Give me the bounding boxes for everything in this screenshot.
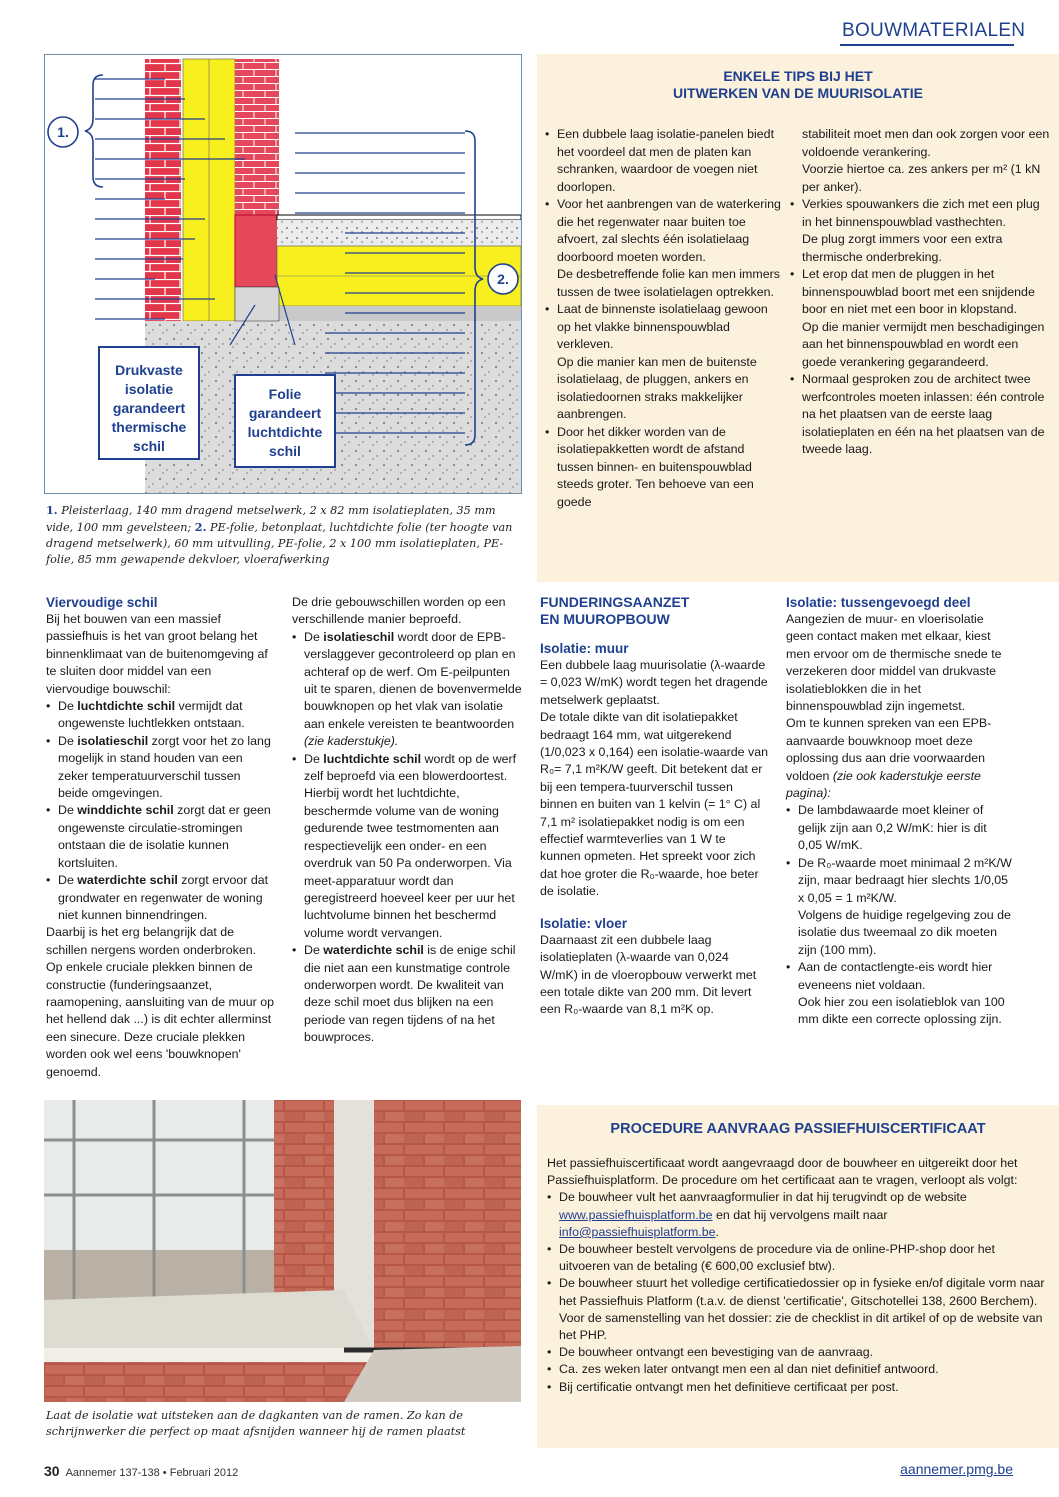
list-item xyxy=(545,301,783,424)
footer-left xyxy=(44,1463,238,1479)
procedure-body xyxy=(547,1155,1047,1396)
list-item: • De waterdichte schil zorgt ervoor dat grondwater en regenwater de woning niet kunnen binnendringen. xyxy=(46,872,274,924)
column1-heading: Viervoudige schil xyxy=(46,595,158,610)
tip-text: • Een dubbele laag isolatie-panelen biedt het voordeel dat men de platen kan schranken, waardoor de voegen niet doorlopen. xyxy=(557,127,775,194)
paragraph: Daarnaast zit een dubbele laag isolatieplaten (λ-waarde van 0,024 W/mK) in de vloeropbouw verwerkt met een totale dikte van 200 mm. Dit levert een R₀-waarde van 8,1 m²K op. xyxy=(540,932,757,1017)
tip-text: Op die manier kan men de buitenste isolatielaag, de pluggen, ankers en isolatiedoornen straks makkelijker aanbrengen. xyxy=(557,354,757,421)
email-link[interactable]: info@passiefhuisplatform.be xyxy=(559,1224,716,1239)
caption-number-1: 1. xyxy=(46,503,58,517)
article-column-4 xyxy=(786,594,1012,1029)
list-item: • De bouwheer bestelt vervolgens de procedure via de online-PHP-shop door het uitvoeren van de betaling (€ 600,00 exclusief btw). xyxy=(547,1241,1047,1275)
list-item xyxy=(545,196,783,301)
column3-heading-line1: FUNDERINGSAANZET xyxy=(540,594,690,610)
construction-detail-drawing xyxy=(45,55,522,494)
column3-heading-line2: EN MUUROPBOUW xyxy=(540,611,670,627)
list-item: • De luchtdichte schil vermijdt dat ongewenste luchtlekken ontstaan. xyxy=(46,698,274,733)
marker-2: 2. xyxy=(497,271,509,287)
paragraph: De drie gebouwschillen worden op een verschillende manier beproefd. xyxy=(292,595,506,627)
list-item xyxy=(790,371,1052,459)
issue-info: Aannemer 137-138 • Februari 2012 xyxy=(65,1467,239,1479)
box1-line: thermische xyxy=(111,419,187,435)
tip-text: • Let erop dat men de pluggen in het binnenspouwblad boort met een snijdende boor en niet met een boor in klopstand. xyxy=(802,267,1035,316)
caption-number-2: 2. xyxy=(194,520,207,534)
section-tag: BOUWMATERIALEN xyxy=(842,20,1026,41)
caption-text-2: PE-folie, betonplaat, luchtdichte folie (ter hoogte van dragend metselwerk), 60 mm uitvulling, PE-folie, 2 x 100 mm isolatieplaten, PE-folie, 85 mm gewapende dekvloer, vloerafwerking xyxy=(46,521,513,566)
tips-left-column xyxy=(545,126,783,511)
list-item: • De bouwheer vult het aanvraagformulier in dat hij terugvindt op de website www.passiefhuisplatform.be en dat hij vervolgens mailt naar info@passiefhuisplatform.be. xyxy=(547,1189,1047,1241)
box2-line: Folie xyxy=(268,386,302,402)
subheading-vloer: Isolatie: vloer xyxy=(540,915,628,931)
tip-text: • Normaal gesproken zou de architect twee werfcontroles moeten inlassen: één controle na het plaatsen van de eerste laag isolatieplaten en één na het plaatsen van de tweede laag. xyxy=(802,372,1045,456)
article-column-1 xyxy=(46,594,274,1081)
column4-heading: Isolatie: tussengevoegd deel xyxy=(786,595,971,610)
tip-text: Voorzie hiertoe ca. zes ankers per m² (1 kN per anker). xyxy=(802,162,1041,194)
box1-line: Drukvaste xyxy=(115,362,183,378)
marker-1: 1. xyxy=(57,124,69,140)
list-item: • De winddichte schil zorgt dat er geen ongewenste circulatie-stromingen ontstaan die de isolatie kunnen kortsluiten. xyxy=(46,802,274,872)
box2-line: schil xyxy=(269,443,301,459)
list-item: • De luchtdichte schil wordt op de werf zelf beproefd via een blowerdoortest. Hierbij wordt het luchtdichte, beschermde volume van de woning gedurende twee testmomenten aan respectievelijk een onder- en een overdruk van 50 Pa onderworpen. Via meet-apparatuur wordt dan geregistreerd hoeveel keer per uur het luchtvolume binnen het beschermd volume wordt vervangen. xyxy=(292,751,522,942)
list-item: • De R₀-waarde moet minimaal 2 m²K/W zijn, maar bedraagt hier slechts 1/0,05 x 0,05 = 1 m²K/W. Volgens de huidige regelgeving zou de isolatie dus tweemaal zo dik moeten zijn (100 mm). xyxy=(786,855,1012,959)
list-item: • De isolatieschil zorgt voor het zo lang mogelijk in stand houden van een zeker temperatuurverschil tussen beide omgevingen. xyxy=(46,733,274,803)
list-item: • De bouwheer ontvangt een bevestiging van de aanvraag. xyxy=(547,1344,1047,1361)
list-item: • De isolatieschil wordt door de EPB-verslaggever gecontroleerd op plan en achteraf op de werf. Om E-peilpunten uit te sparen, dienen de bovenvermelde bouwknopen op het vlak van isolatie aan enkele vereisten te beantwoorden (zie kaderstukje). xyxy=(292,629,522,751)
tips-title-line1: ENKELE TIPS BIJ HET xyxy=(723,68,873,84)
list-item: • Aan de contactlengte-eis wordt hier eveneens niet voldaan. Ook hier zou een isolatieblok van 100 mm dikte een correcte oplossing zijn. xyxy=(786,959,1012,1029)
paragraph: Daarbij is het erg belangrijk dat de schillen nergens worden onderbroken. Op enkele cruciale plekken binnen de constructie (funderingsaanzet, raamopening, aansluiting van de muur op het hellend dak ...) is dit echter allerminst een sinecure. Deze cruciale plekken worden ook wel eens 'bouwknopen' genoemd. xyxy=(46,925,274,1079)
list-item: • Ca. zes weken later ontvangt men een al dan niet definitief antwoord. xyxy=(547,1361,1047,1378)
caption-text-1: Pleisterlaag, 140 mm dragend metselwerk, 2 x 82 mm isolatieplaten, 35 mm vide, 100 mm gevelsteen; xyxy=(46,504,496,534)
figure-caption xyxy=(46,502,522,568)
page-number: 30 xyxy=(44,1463,60,1479)
list-item: • De waterdichte schil is de enige schil die niet aan een kunstmatige controle onderworpen wordt. De kwaliteit van deze schil moet dus blijken na een periode van regen tijdens of na het bouwproces. xyxy=(292,942,522,1046)
box1-line: schil xyxy=(133,438,165,454)
box2-line: garandeert xyxy=(248,405,322,421)
paragraph: Een dubbele laag muurisolatie (λ-waarde = 0,023 W/mK) wordt tegen het dragende metselwerk geplaatst. xyxy=(540,658,768,707)
list-item: • Bij certificatie ontvangt men het definitieve certificaat per post. xyxy=(547,1379,1047,1396)
list-item xyxy=(545,424,783,512)
tip-text: De plug zorgt immers voor een extra thermische onderbreking. xyxy=(802,232,1003,264)
box1-line: garandeert xyxy=(112,400,186,416)
list-item xyxy=(545,126,783,196)
tips-right-column xyxy=(790,126,1052,459)
tip-text: stabiliteit moet men dan ook zorgen voor een voldoende verankering. xyxy=(802,127,1050,159)
tips-title-line2: UITWERKEN VAN DE MUURISOLATIE xyxy=(673,85,923,101)
paragraph: Aangezien de muur- en vloerisolatie geen contact maken met elkaar, kiest men ervoor om de thermische snede te verzekeren door middel van drukvaste isolatieblokken die in het binnenspouwblad zijn ingemetst. xyxy=(786,612,1002,714)
paragraph: Om te kunnen spreken van een EPB-aanvaarde bouwknoop moet deze oplossing dus aan drie voorwaarden voldoen (zie ook kaderstukje eerste pagina): xyxy=(786,716,992,801)
paragraph: De totale dikte van dit isolatiepakket bedraagt 164 mm, wat uitgerekend (1/0,023 x 0,164) een isolatie-waarde van R₀= 7,1 m²K/W geeft. Dit betekent dat er bij een tempera-tuurverschil tussen binnen en buiten van 1 kelvin (= 1° C) al 7,1 m² isolatiepakket nodig is om een effectief warmteverlies van 1 W te kunnen opmeten. Het spreekt voor zich dat hoe groter die R₀-waarde, hoe beter de isolatie. xyxy=(540,710,768,899)
paragraph: Bij het bouwen van een massief passiefhuis is het van groot belang het binnenklimaat van de buitenomgeving af te sluiten door middel van een viervoudige bouwschil: xyxy=(46,612,268,696)
list-item xyxy=(790,266,1052,371)
tip-text: • Verkies spouwankers die zich met een plug in het binnenspouwblad vasthechten. xyxy=(802,197,1040,229)
procedure-title: PROCEDURE AANVRAAG PASSIEFHUISCERTIFICAAT xyxy=(610,1121,986,1137)
construction-detail-figure xyxy=(44,54,522,494)
box2-line: luchtdichte xyxy=(247,424,323,440)
procedure-box xyxy=(537,1105,1059,1448)
section-rule xyxy=(840,44,1014,46)
tips-box xyxy=(537,54,1059,582)
paragraph: Het passiefhuiscertificaat wordt aangevraagd door de bouwheer en uitgereikt door het Passiefhuisplatform. De procedure om het certificaat aan te vragen, verloopt als volgt: xyxy=(547,1156,1018,1188)
tip-text: De desbetreffende folie kan men immers tussen de twee isolatielagen optrekken. xyxy=(557,267,780,299)
box1-line: isolatie xyxy=(124,381,174,397)
list-item xyxy=(790,126,1052,196)
list-item: • De bouwheer stuurt het volledige certificatiedossier op in fysieke en/of digitale vorm naar het Passiefhuis Platform (t.a.v. de dienst 'certificatie', Gitschotellei 138, 2600 Berchem). Voor de samenstelling van het dossier: zie de checklist in dit artikel of op de website van het PHP. xyxy=(547,1275,1047,1344)
website-link[interactable]: www.passiefhuisplatform.be xyxy=(559,1207,713,1222)
list-item: • De lambdawaarde moet kleiner of gelijk zijn aan 0,2 W/mK: hier is dit 0,05 W/mK. xyxy=(786,802,1012,854)
article-column-2 xyxy=(292,594,522,1047)
article-column-3 xyxy=(540,594,768,1019)
tip-text: • Laat de binnenste isolatielaag gewoon op het vlakke binnenspouwblad verkleven. xyxy=(557,302,768,351)
subheading-muur: Isolatie: muur xyxy=(540,641,629,656)
tip-text: Op die manier vermijdt men beschadigingen aan het binnenspouwblad en wordt een goede verankering gegarandeerd. xyxy=(802,319,1045,369)
photo-caption: Laat de isolatie wat uitsteken aan de dagkanten van de ramen. Zo kan de schrijnwerker die perfect op maat afsnijden wanneer hij de ramen plaatst xyxy=(46,1409,466,1438)
list-item xyxy=(790,196,1052,266)
window-opening-photo xyxy=(44,1100,521,1402)
tip-text: • Voor het aanbrengen van de waterkering die het regenwater naar buiten toe afvoert, zal slechts één isolatielaag doorboord moeten worden. xyxy=(557,197,781,264)
tip-text: • Door het dikker worden van de isolatiepakketten wordt de afstand tussen binnen- en buitenspouwblad steeds groter. Ten behoeve van een goede xyxy=(557,424,754,509)
footer-website-link[interactable]: aannemer.pmg.be xyxy=(900,1461,1013,1477)
construction-photo xyxy=(44,1100,521,1402)
